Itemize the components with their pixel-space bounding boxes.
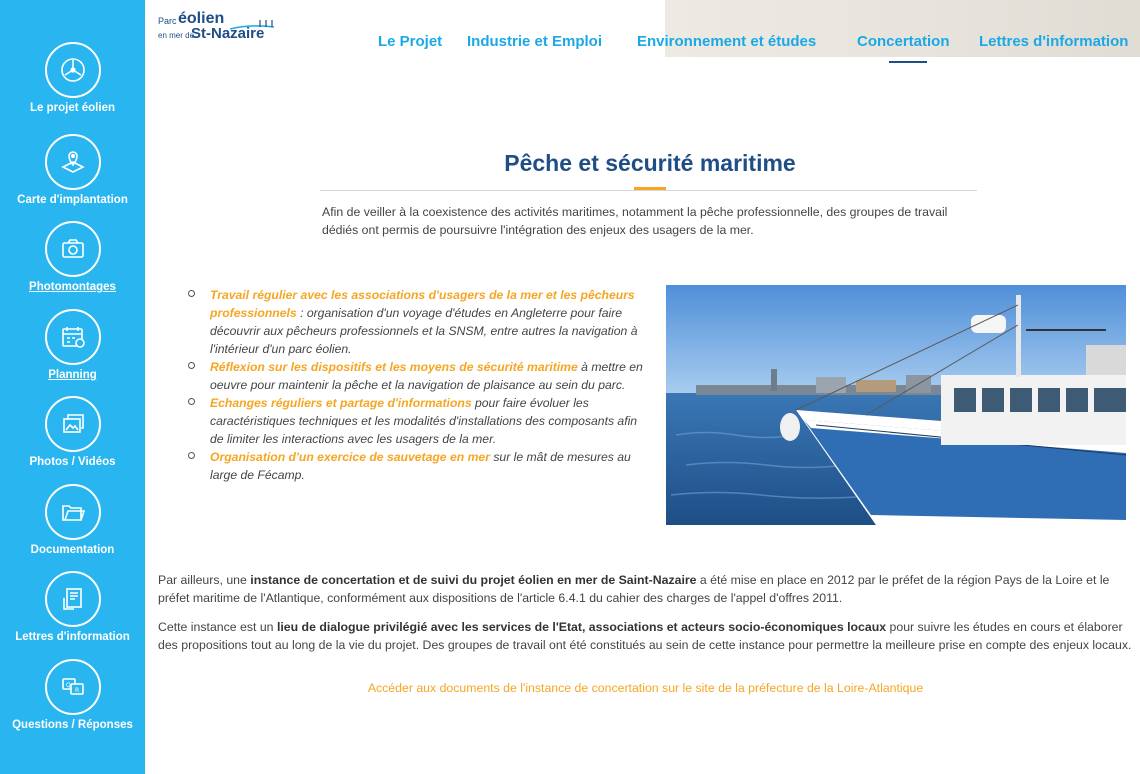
site-logo[interactable] [158,10,288,56]
sidebar-item-photomontages[interactable] [0,221,145,309]
paragraph-text: a été mise en place en 2012 par le préfet de la région Pays de la Loire et le préfet maritime de l'Atlantique, conformément aux dispositions de l'article 6.4.1 du cahier des charges de l'appel d'offres 2011. [158,573,1110,605]
wind-turbine-icon [45,42,101,98]
sidebar-item-photos-videos[interactable] [0,396,145,484]
svg-text:Q: Q [65,682,71,689]
chat-icon [45,659,101,715]
sidebar-item-documentation[interactable] [0,484,145,572]
nav-concertation[interactable]: Concertation [857,33,950,50]
map-pin-icon [45,134,101,190]
sidebar-item-label: Planning [48,369,97,381]
sidebar-item-label: Photos / Vidéos [29,456,116,468]
page-title: Pêche et sécurité maritime [504,150,796,176]
title-accent-bar [634,187,666,190]
sidebar-item-label: Documentation [30,544,115,556]
document-icon [45,571,101,627]
list-item [188,448,643,484]
logo-text: en mer de [158,31,195,40]
sidebar-item-projet-eolien[interactable] [0,42,145,130]
bullet-highlight: Organisation d'un exercice de sauvetage en mer [210,450,490,464]
nav-le-projet[interactable]: Le Projet [378,33,443,50]
bullet-highlight: Réflexion sur les dispositifs et les moyens de sécurité maritime [210,360,578,374]
folder-icon [45,484,101,540]
sidebar-item-label: Photomontages [29,281,116,293]
paragraph-bold: instance de concertation et de suivi du projet éolien en mer de Saint-Nazaire [250,573,697,587]
logo-mark-icon [230,18,276,32]
list-item [188,286,643,358]
svg-text:R: R [74,687,79,694]
logo-text: éolien [178,10,225,27]
nav-active-indicator [889,61,927,63]
bullet-text: sur le mât de mesures au large de Fécamp. [210,450,631,482]
sidebar-item-carte[interactable] [0,134,145,222]
sidebar-item-planning[interactable] [0,309,145,397]
list-item [188,358,643,394]
bullet-circle-icon [188,452,195,459]
bullet-highlight: Travail régulier avec les associations d'usagers de la mer et les pêcheurs professionnels [210,288,635,320]
intro-text: Afin de veiller à la coexistence des activités maritimes, notamment la pêche professionnelle, des groupes de travail dédiés ont permis de poursuivre l'intégration des enjeux des usagers de la mer. [322,205,948,237]
sidebar-item-label: Carte d'implantation [17,194,128,206]
sidebar-item-label: Lettres d'information [15,631,130,643]
sidebar [0,0,145,774]
paragraph-text: Cette instance est un [158,620,277,634]
title-divider [320,190,977,191]
bullet-text: pour faire évoluer les caractéristiques techniques et les modalités d'installations des composants afin de limiter les interactions avec les usagers de la mer. [210,396,638,446]
fishing-boat-photo [666,285,1126,525]
bullet-circle-icon [188,290,195,297]
list-item [188,394,643,448]
logo-text: Parc [158,16,177,26]
nav-lettres-information[interactable]: Lettres d'information [979,33,1129,50]
paragraph-text: Par ailleurs, une [158,573,251,587]
paragraph-instance [158,571,1133,607]
bullet-text: à mettre en oeuvre pour maintenir la pêche et la navigation de plaisance au sein du parc. [210,360,643,392]
sidebar-item-lettres[interactable] [0,571,145,659]
bullet-list [188,286,643,484]
bullet-circle-icon [188,398,195,405]
nav-industrie-emploi[interactable]: Industrie et Emploi [467,33,603,50]
sidebar-item-label: Le projet éolien [30,102,115,114]
paragraph-text: pour suivre les études en cours et élaborer des propositions tout au long de la vie du projet. Des groupes de travail ont été constitués au sein de cette instance pour permettre la meilleure prise en compte des enjeux locaux. [158,620,1132,652]
bullet-circle-icon [188,362,195,369]
sidebar-item-questions[interactable] [0,659,145,747]
sidebar-item-label: Questions / Réponses [12,719,133,731]
paragraph-dialogue [158,618,1133,654]
camera-icon [45,221,101,277]
prefecture-documents-link[interactable]: Accéder aux documents de l'instance de concertation sur le site de la préfecture de la Loire-Atlantique [367,681,924,695]
paragraph-bold: lieu de dialogue privilégié avec les services de l'Etat, associations et acteurs socio-économiques locaux [276,620,887,634]
photos-icon [45,396,101,452]
bullet-text: : organisation d'un voyage d'études en Angleterre pour faire découvrir aux pêcheurs professionnels et la SNSM, entre autres la navigation à l'intérieur d'un parc éolien. [210,306,638,356]
logo-text: St-Nazaire [191,25,265,42]
bullet-highlight: Echanges réguliers et partage d'informations [210,396,472,410]
nav-environnement[interactable]: Environnement et études [637,33,817,50]
calendar-icon [45,309,101,365]
